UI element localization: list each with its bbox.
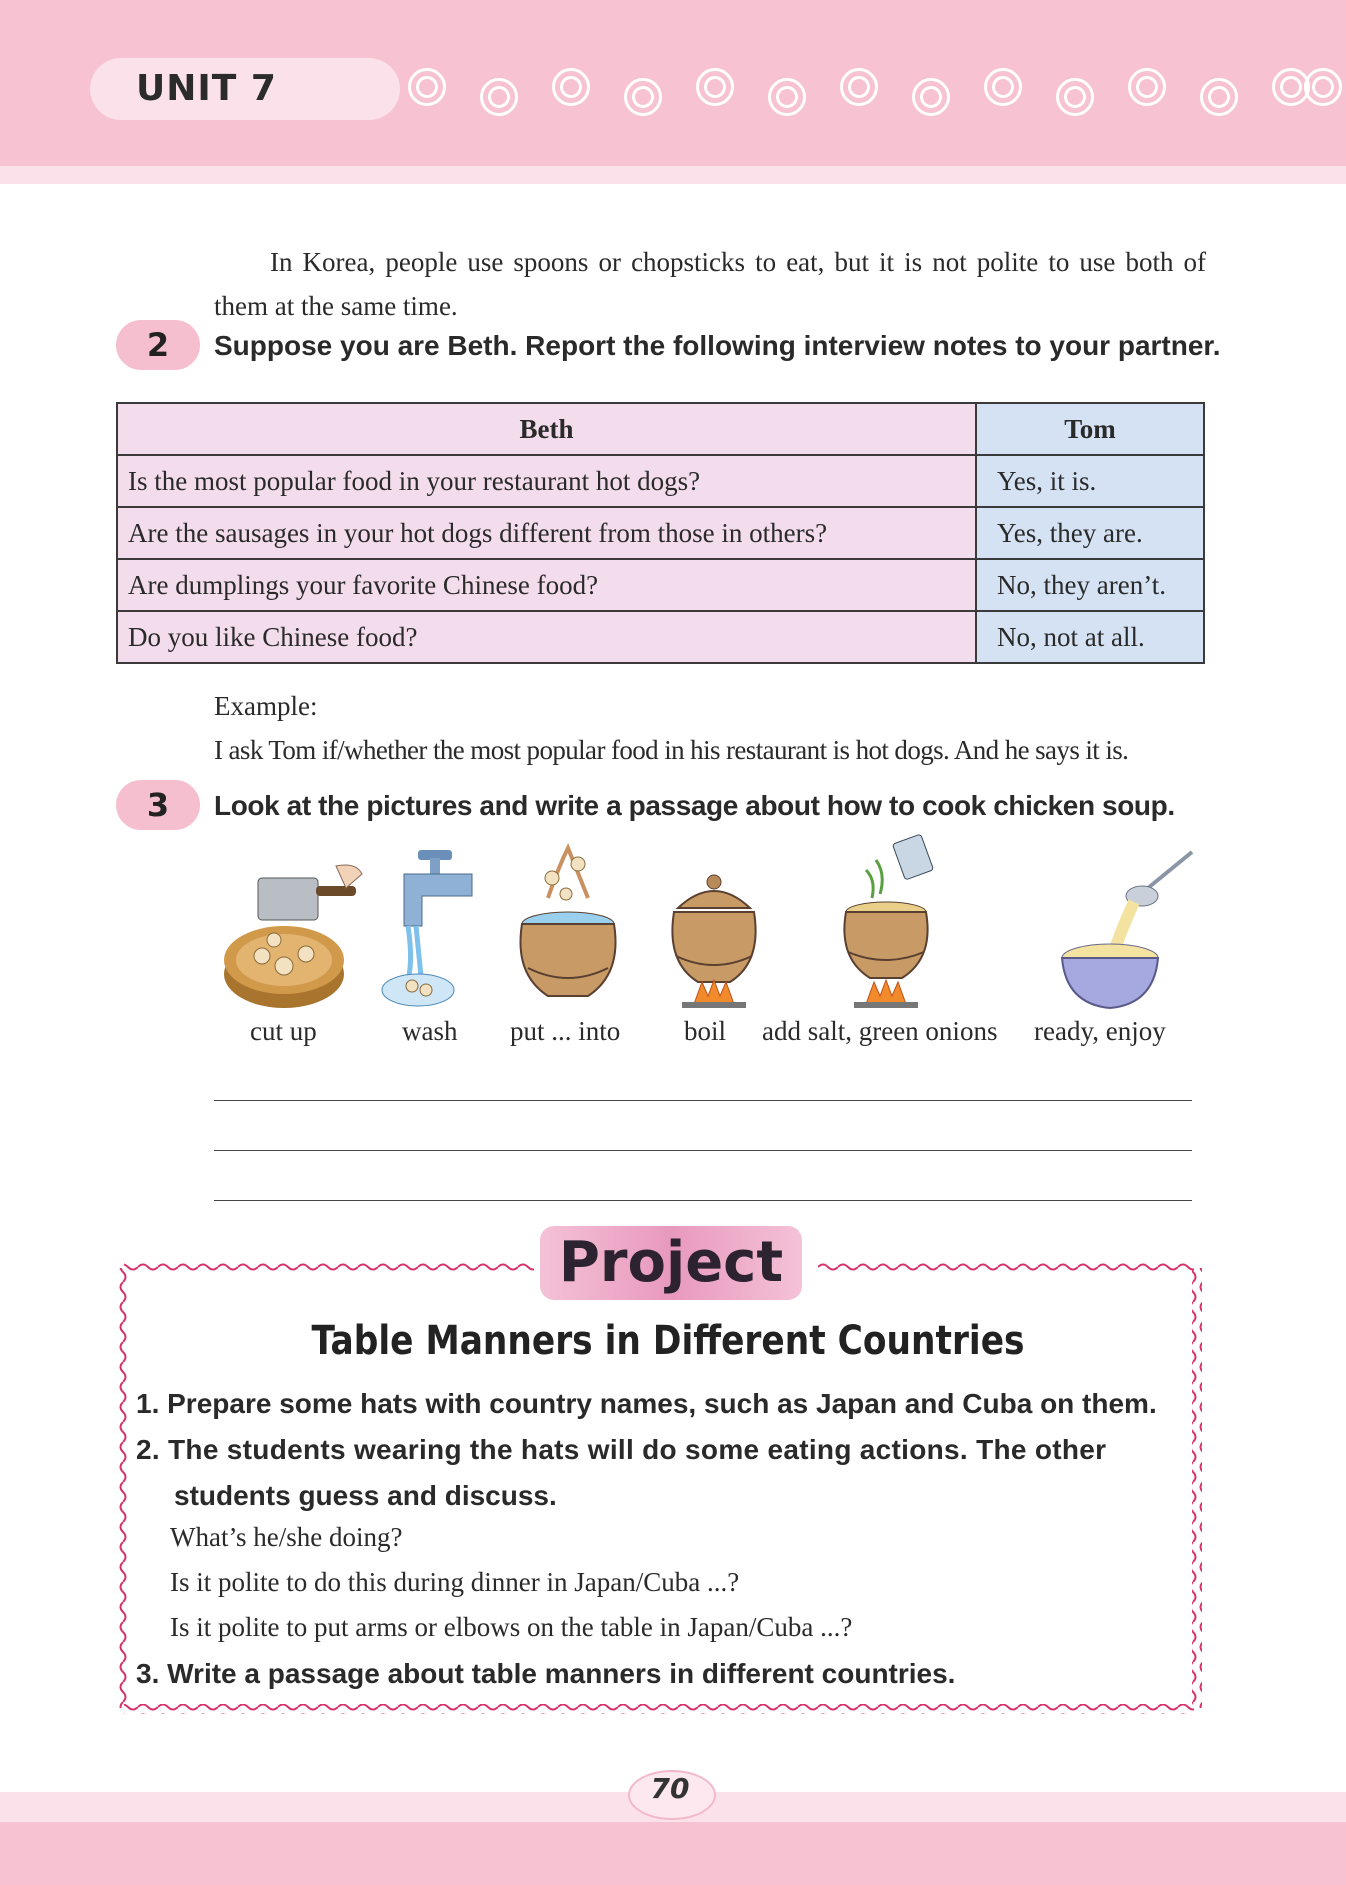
pot-with-chicken-icon [508, 838, 628, 1016]
soup-bowl-icon [1050, 848, 1200, 1016]
ring-icon [1304, 68, 1342, 106]
covered-pot-on-fire-icon [664, 872, 764, 1016]
table-row [117, 455, 1204, 507]
pot-with-seasoning-icon [836, 830, 956, 1016]
tom-answer: Yes, they are. [976, 507, 1204, 559]
beth-question: Is the most popular food in your restaurant hot dogs? [117, 455, 976, 507]
header-beth: Beth [117, 403, 976, 455]
step-caption-cut-up: cut up [250, 1016, 317, 1046]
step-caption-put-into: put ... into [510, 1016, 621, 1046]
table-row [117, 611, 1204, 663]
interview-notes-table [116, 402, 1205, 664]
beth-question: Are dumplings your favorite Chinese food? [117, 559, 976, 611]
example-block [214, 684, 1234, 772]
tom-answer: No, not at all. [976, 611, 1204, 663]
ring-icon [984, 68, 1022, 106]
page-number: 70 [650, 1772, 690, 1805]
writing-line[interactable] [214, 1200, 1192, 1201]
chopping-board-icon [218, 856, 368, 1016]
activity-3-number: 3 [116, 780, 200, 830]
example-label: Example: [214, 691, 318, 721]
unit-label: UNIT 7 [136, 68, 277, 109]
project-title: Project [558, 1230, 784, 1295]
tom-answer: No, they aren’t. [976, 559, 1204, 611]
table-row [117, 507, 1204, 559]
footer-band-lower [0, 1822, 1346, 1885]
ring-icon [768, 78, 806, 116]
activity-2-instruction: Suppose you are Beth. Report the following interview notes to your partner. [214, 330, 1221, 361]
project-item-3: 3. Write a passage about table manners in different countries. [136, 1658, 956, 1689]
example-text: I ask Tom if/whether the most popular food in his restaurant is hot dogs. And he says it is. [214, 735, 1129, 765]
ring-icon [480, 78, 518, 116]
intro-paragraph: In Korea, people use spoons or chopsticks to eat, but it is not polite to use both of them at the same time. [214, 247, 1206, 321]
header-strip [0, 166, 1346, 184]
ring-icon [1128, 68, 1166, 106]
project-item-2: 2. The students wearing the hats will do some eating actions. The other [136, 1434, 1107, 1465]
ring-icon [696, 68, 734, 106]
tom-answer: Yes, it is. [976, 455, 1204, 507]
ring-icon [552, 68, 590, 106]
ring-icon [408, 68, 446, 106]
project-heading: Table Manners in Different Countries [311, 1318, 1025, 1364]
step-caption-wash: wash [402, 1016, 458, 1046]
project-item-2-continued: students guess and discuss. [174, 1480, 557, 1511]
ring-icon [1200, 78, 1238, 116]
project-question: Is it polite to do this during dinner in Japan/Cuba ...? [170, 1567, 740, 1597]
table-header-row [117, 403, 1204, 455]
ring-icon [1056, 78, 1094, 116]
beth-question: Do you like Chinese food? [117, 611, 976, 663]
writing-line[interactable] [214, 1100, 1192, 1101]
project-question: Is it polite to put arms or elbows on the table in Japan/Cuba ...? [170, 1612, 853, 1642]
ring-icon [624, 78, 662, 116]
project-question: What’s he/she doing? [170, 1522, 403, 1552]
step-caption-boil: boil [684, 1016, 727, 1046]
ring-icon [840, 68, 878, 106]
writing-line[interactable] [214, 1150, 1192, 1151]
activity-3-instruction: Look at the pictures and write a passage about how to cook chicken soup. [214, 790, 1175, 821]
table-row [117, 559, 1204, 611]
step-caption-add-salt: add salt, green onions [762, 1016, 998, 1046]
step-caption-ready-enjoy: ready, enjoy [1034, 1016, 1166, 1046]
project-item-1: 1. Prepare some hats with country names, such as Japan and Cuba on them. [136, 1388, 1157, 1419]
faucet-icon [378, 844, 488, 1016]
beth-question: Are the sausages in your hot dogs different from those in others? [117, 507, 976, 559]
ring-icon [912, 78, 950, 116]
activity-2-number: 2 [116, 320, 200, 370]
header-tom: Tom [976, 403, 1204, 455]
